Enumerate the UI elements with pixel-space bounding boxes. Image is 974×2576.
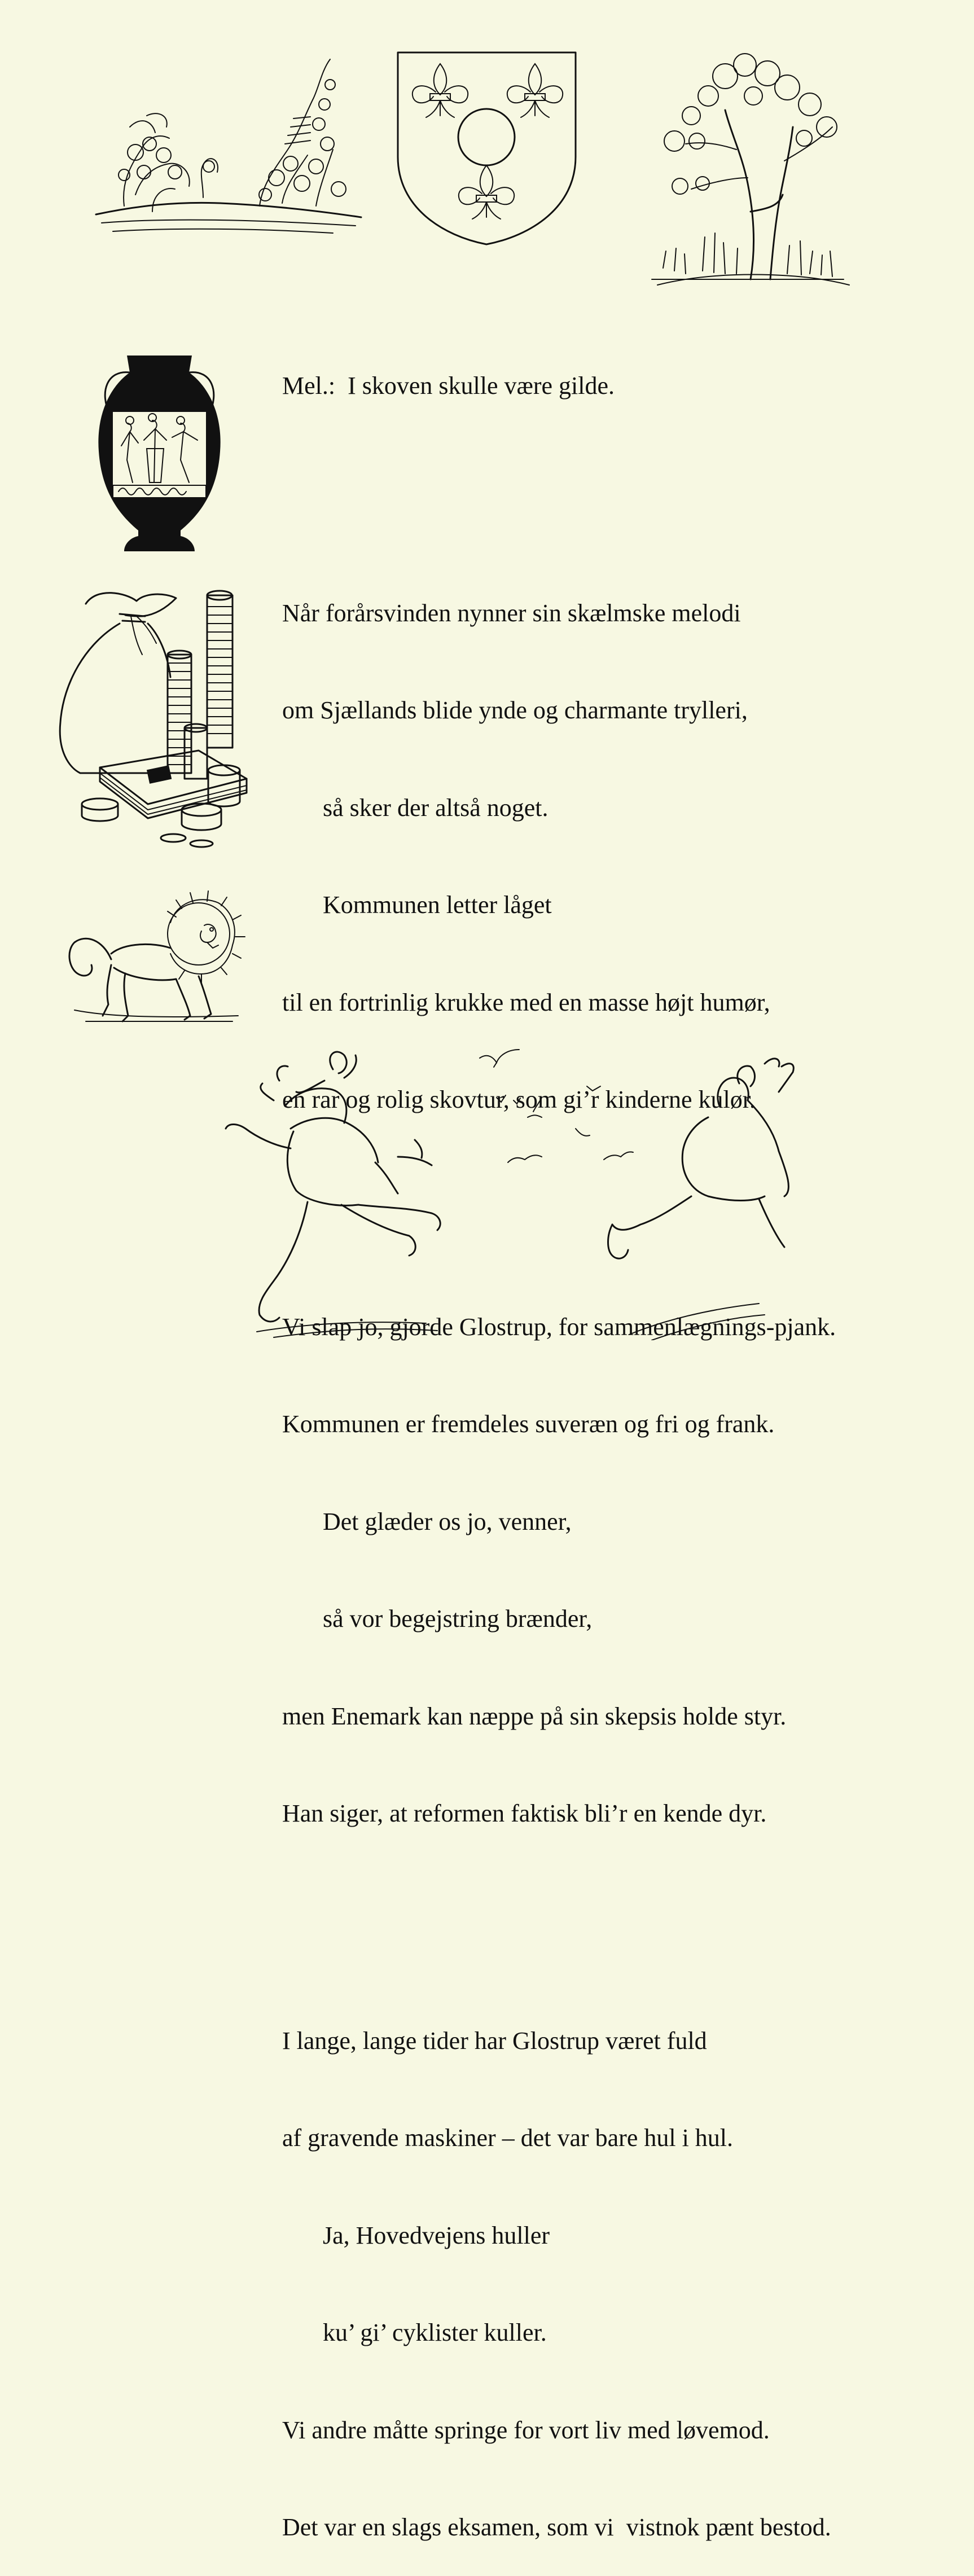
verse-3-line-1: I lange, lange tider har Glostrup været fuld [282,2026,707,2055]
verse-1-line-3: så sker der altså noget. [323,793,549,822]
song-text [282,305,959,2576]
melody-line: Mel.: I skoven skulle være gilde. [282,372,615,400]
lion-illustration [63,889,247,1027]
verse-1-line-1: Når forårsvinden nynner sin skælmske melodi [282,599,741,627]
coat-of-arms [395,50,578,247]
verse-3-line-4: ku’ gi’ cyklister kuller. [323,2319,547,2346]
verse-2-line-5: men Enemark kan næppe på sin skepsis holde styr. [282,1702,787,1730]
money-illustration [52,581,252,849]
greek-vase-illustration [96,353,223,553]
tree-icon [640,42,855,299]
greek-vase-icon [96,353,223,553]
verse-1-line-2: om Sjællands blide ynde og charmante trylleri, [282,696,748,724]
verse-3-line-2: af gravende maskiner – det var bare hul i hul. [282,2124,734,2152]
verse-1-line-5: til en fortrinlig krukke med en masse højt humør, [282,988,770,1016]
verse-2-line-4: så vor begejstring brænder, [323,1605,593,1633]
verse-2-line-6: Han siger, at reformen faktisk bli’r en kende dyr. [282,1800,767,1827]
verse-2-line-1: Vi slap jo, gjorde Glostrup, for sammenlægnings-pjank. [282,1313,836,1341]
shrubs-icon [90,54,367,260]
verse-3-line-5: Vi andre måtte springe for vort liv med løvemod. [282,2416,770,2444]
verse-2-line-2: Kommunen er fremdeles suveræn og fri og frank. [282,1410,775,1438]
shrubs-illustration [90,54,367,260]
lion-icon [63,889,247,1027]
verse-3-line-3: Ja, Hovedvejens huller [323,2221,550,2249]
tree-illustration [640,42,855,299]
money-bag-coins-icon [52,581,252,849]
verse-3-line-6: Det var en slags eksamen, som vi vistnok pænt bestod. [282,2513,831,2541]
verse-1-line-6: en rar og rolig skovtur, som gi’r kinderne kulør. [282,1086,756,1113]
verse-1-line-4: Kommunen letter låget [323,891,552,919]
coat-of-arms-icon [395,50,578,247]
verse-2-line-3: Det glæder os jo, venner, [323,1507,572,1535]
